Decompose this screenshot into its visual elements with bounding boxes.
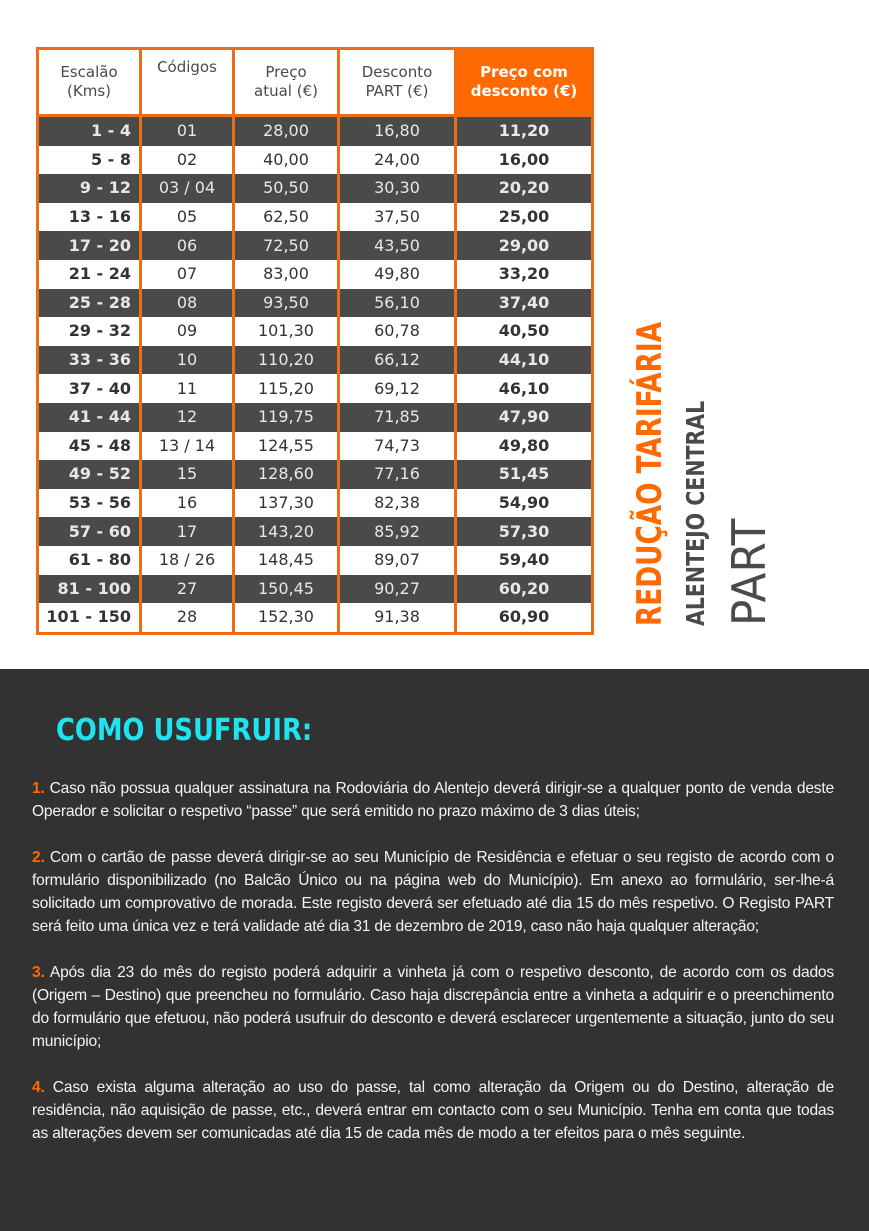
header-line: Preço [265, 63, 307, 81]
cell-escalao: 17 - 20 [38, 231, 141, 260]
cell-preco-atual: 40,00 [234, 146, 339, 175]
cell-escalao: 37 - 40 [38, 374, 141, 403]
table-row [38, 432, 593, 461]
cell-preco-atual: 83,00 [234, 260, 339, 289]
cell-preco-atual: 143,20 [234, 517, 339, 546]
cell-preco-final: 57,30 [456, 517, 593, 546]
cell-codigo: 11 [141, 374, 234, 403]
cell-preco-atual: 110,20 [234, 346, 339, 375]
cell-preco-atual: 93,50 [234, 289, 339, 318]
cell-preco-atual: 101,30 [234, 317, 339, 346]
cell-preco-final: 20,20 [456, 174, 593, 203]
cell-preco-final: 16,00 [456, 146, 593, 175]
cell-escalao: 1 - 4 [38, 116, 141, 146]
cell-escalao: 41 - 44 [38, 403, 141, 432]
table-row [38, 460, 593, 489]
header-preco-atual [234, 49, 339, 116]
header-line: PART (€) [365, 82, 429, 100]
table-row [38, 403, 593, 432]
table-row [38, 575, 593, 604]
cell-preco-atual: 28,00 [234, 116, 339, 146]
title-reducao-tarifaria: REDUÇÃO TARIFÁRIA [630, 321, 670, 626]
cell-desconto-part: 90,27 [339, 575, 456, 604]
cell-preco-atual: 62,50 [234, 203, 339, 232]
step-item [32, 1076, 834, 1145]
cell-preco-final: 37,40 [456, 289, 593, 318]
step-item [32, 777, 834, 823]
header-line: Códigos [157, 58, 217, 76]
cell-desconto-part: 66,12 [339, 346, 456, 375]
header-line: (Kms) [67, 82, 111, 100]
cell-escalao: 57 - 60 [38, 517, 141, 546]
cell-codigo: 13 / 14 [141, 432, 234, 461]
step-number: 3. [32, 964, 45, 981]
header-line: desconto (€) [470, 82, 578, 100]
step-text: Caso não possua qualquer assinatura na Rodoviária do Alentejo deverá dirigir-se a qualquer ponto de venda deste Operador e solicitar o respetivo “passe” que será emitido no prazo máximo de 3 dias úteis; [32, 780, 834, 820]
cell-escalao: 21 - 24 [38, 260, 141, 289]
table-row [38, 203, 593, 232]
table-row [38, 231, 593, 260]
table-row [38, 603, 593, 633]
table-row [38, 260, 593, 289]
cell-codigo: 03 / 04 [141, 174, 234, 203]
cell-preco-atual: 148,45 [234, 546, 339, 575]
table-row [38, 317, 593, 346]
header-desconto-part [339, 49, 456, 116]
step-text: Após dia 23 do mês do registo poderá adquirir a vinheta já com o respetivo desconto, de acordo com os dados (Origem – Destino) que preencheu no formulário. Caso haja discrepância entre a vinheta a adquirir e o preenchimento do formulário que efetuou, não poderá usufruir do desconto e deverá esclarecer urgentemente a situação, junto do seu município; [32, 964, 834, 1050]
cell-preco-final: 40,50 [456, 317, 593, 346]
table-row [38, 489, 593, 518]
cell-codigo: 10 [141, 346, 234, 375]
cell-preco-final: 51,45 [456, 460, 593, 489]
cell-preco-final: 49,80 [456, 432, 593, 461]
step-number: 1. [32, 780, 45, 797]
cell-codigo: 06 [141, 231, 234, 260]
cell-escalao: 33 - 36 [38, 346, 141, 375]
cell-preco-final: 60,90 [456, 603, 593, 633]
cell-preco-atual: 128,60 [234, 460, 339, 489]
cell-codigo: 12 [141, 403, 234, 432]
cell-desconto-part: 69,12 [339, 374, 456, 403]
cell-desconto-part: 30,30 [339, 174, 456, 203]
cell-preco-atual: 115,20 [234, 374, 339, 403]
cell-desconto-part: 85,92 [339, 517, 456, 546]
step-item [32, 846, 834, 938]
cell-codigo: 07 [141, 260, 234, 289]
cell-codigo: 15 [141, 460, 234, 489]
table-row [38, 174, 593, 203]
cell-preco-final: 29,00 [456, 231, 593, 260]
table-body [38, 116, 593, 634]
cell-escalao: 25 - 28 [38, 289, 141, 318]
cell-preco-final: 11,20 [456, 116, 593, 146]
how-to-title: COMO USUFRUIR: [56, 713, 313, 748]
cell-escalao: 81 - 100 [38, 575, 141, 604]
cell-preco-atual: 50,50 [234, 174, 339, 203]
cell-codigo: 28 [141, 603, 234, 633]
table-row [38, 546, 593, 575]
cell-escalao: 53 - 56 [38, 489, 141, 518]
cell-preco-atual: 150,45 [234, 575, 339, 604]
cell-codigo: 18 / 26 [141, 546, 234, 575]
cell-desconto-part: 49,80 [339, 260, 456, 289]
cell-desconto-part: 77,16 [339, 460, 456, 489]
cell-escalao: 45 - 48 [38, 432, 141, 461]
table-row [38, 374, 593, 403]
table-row [38, 146, 593, 175]
cell-preco-atual: 119,75 [234, 403, 339, 432]
header-escalao [38, 49, 141, 116]
step-item [32, 961, 834, 1053]
cell-preco-atual: 152,30 [234, 603, 339, 633]
table-row [38, 346, 593, 375]
title-alentejo-central: ALENTEJO CENTRAL [681, 400, 710, 626]
cell-escalao: 61 - 80 [38, 546, 141, 575]
table-row [38, 517, 593, 546]
cell-preco-final: 47,90 [456, 403, 593, 432]
cell-escalao: 13 - 16 [38, 203, 141, 232]
cell-preco-atual: 72,50 [234, 231, 339, 260]
cell-preco-atual: 137,30 [234, 489, 339, 518]
cell-desconto-part: 71,85 [339, 403, 456, 432]
header-line: Preço com [480, 63, 568, 81]
cell-escalao: 9 - 12 [38, 174, 141, 203]
step-number: 2. [32, 849, 45, 866]
cell-desconto-part: 89,07 [339, 546, 456, 575]
cell-desconto-part: 43,50 [339, 231, 456, 260]
cell-codigo: 09 [141, 317, 234, 346]
steps-list [32, 777, 834, 1168]
table-row [38, 289, 593, 318]
cell-preco-final: 44,10 [456, 346, 593, 375]
step-number: 4. [32, 1079, 45, 1096]
step-text: Com o cartão de passe deverá dirigir-se ao seu Município de Residência e efetuar o seu registo de acordo com o formulário disponibilizado (no Balcão Único ou na página web do Município). Em anexo ao formulário, ser-lhe-á solicitado um comprovativo de morada. Este registo deverá ser efetuado até dia 15 do mês respetivo. O Registo PART será feito uma única vez e terá validade até dia 31 de dezembro de 2019, caso não haja qualquer alteração; [32, 849, 834, 935]
cell-codigo: 17 [141, 517, 234, 546]
cell-escalao: 101 - 150 [38, 603, 141, 633]
cell-desconto-part: 24,00 [339, 146, 456, 175]
table-header-row [38, 49, 593, 116]
cell-preco-final: 25,00 [456, 203, 593, 232]
cell-desconto-part: 37,50 [339, 203, 456, 232]
cell-preco-final: 60,20 [456, 575, 593, 604]
fare-table [36, 47, 594, 635]
cell-desconto-part: 91,38 [339, 603, 456, 633]
cell-codigo: 02 [141, 146, 234, 175]
cell-escalao: 49 - 52 [38, 460, 141, 489]
cell-desconto-part: 60,78 [339, 317, 456, 346]
header-preco-com-desconto [456, 49, 593, 116]
cell-codigo: 27 [141, 575, 234, 604]
cell-preco-final: 46,10 [456, 374, 593, 403]
cell-escalao: 29 - 32 [38, 317, 141, 346]
header-line: Escalão [60, 63, 118, 81]
cell-desconto-part: 56,10 [339, 289, 456, 318]
table-row [38, 116, 593, 146]
cell-desconto-part: 74,73 [339, 432, 456, 461]
cell-desconto-part: 16,80 [339, 116, 456, 146]
cell-codigo: 05 [141, 203, 234, 232]
cell-codigo: 01 [141, 116, 234, 146]
cell-escalao: 5 - 8 [38, 146, 141, 175]
step-text: Caso exista alguma alteração ao uso do passe, tal como alteração da Origem ou do Destino, alteração de residência, não aquisição de passe, etc., deverá entrar em contacto com o seu Município. Tenha em conta que todas as alterações devem ser comunicadas até dia 15 de cada mês de modo a ter efeitos para o mês seguinte. [32, 1079, 834, 1142]
cell-preco-final: 59,40 [456, 546, 593, 575]
header-codigos [141, 49, 234, 116]
cell-codigo: 08 [141, 289, 234, 318]
how-to-section [0, 669, 869, 1231]
title-part: PART [722, 518, 776, 626]
cell-preco-final: 33,20 [456, 260, 593, 289]
cell-preco-atual: 124,55 [234, 432, 339, 461]
cell-codigo: 16 [141, 489, 234, 518]
cell-preco-final: 54,90 [456, 489, 593, 518]
header-line: Desconto [361, 63, 433, 81]
cell-desconto-part: 82,38 [339, 489, 456, 518]
header-line: atual (€) [254, 82, 318, 100]
